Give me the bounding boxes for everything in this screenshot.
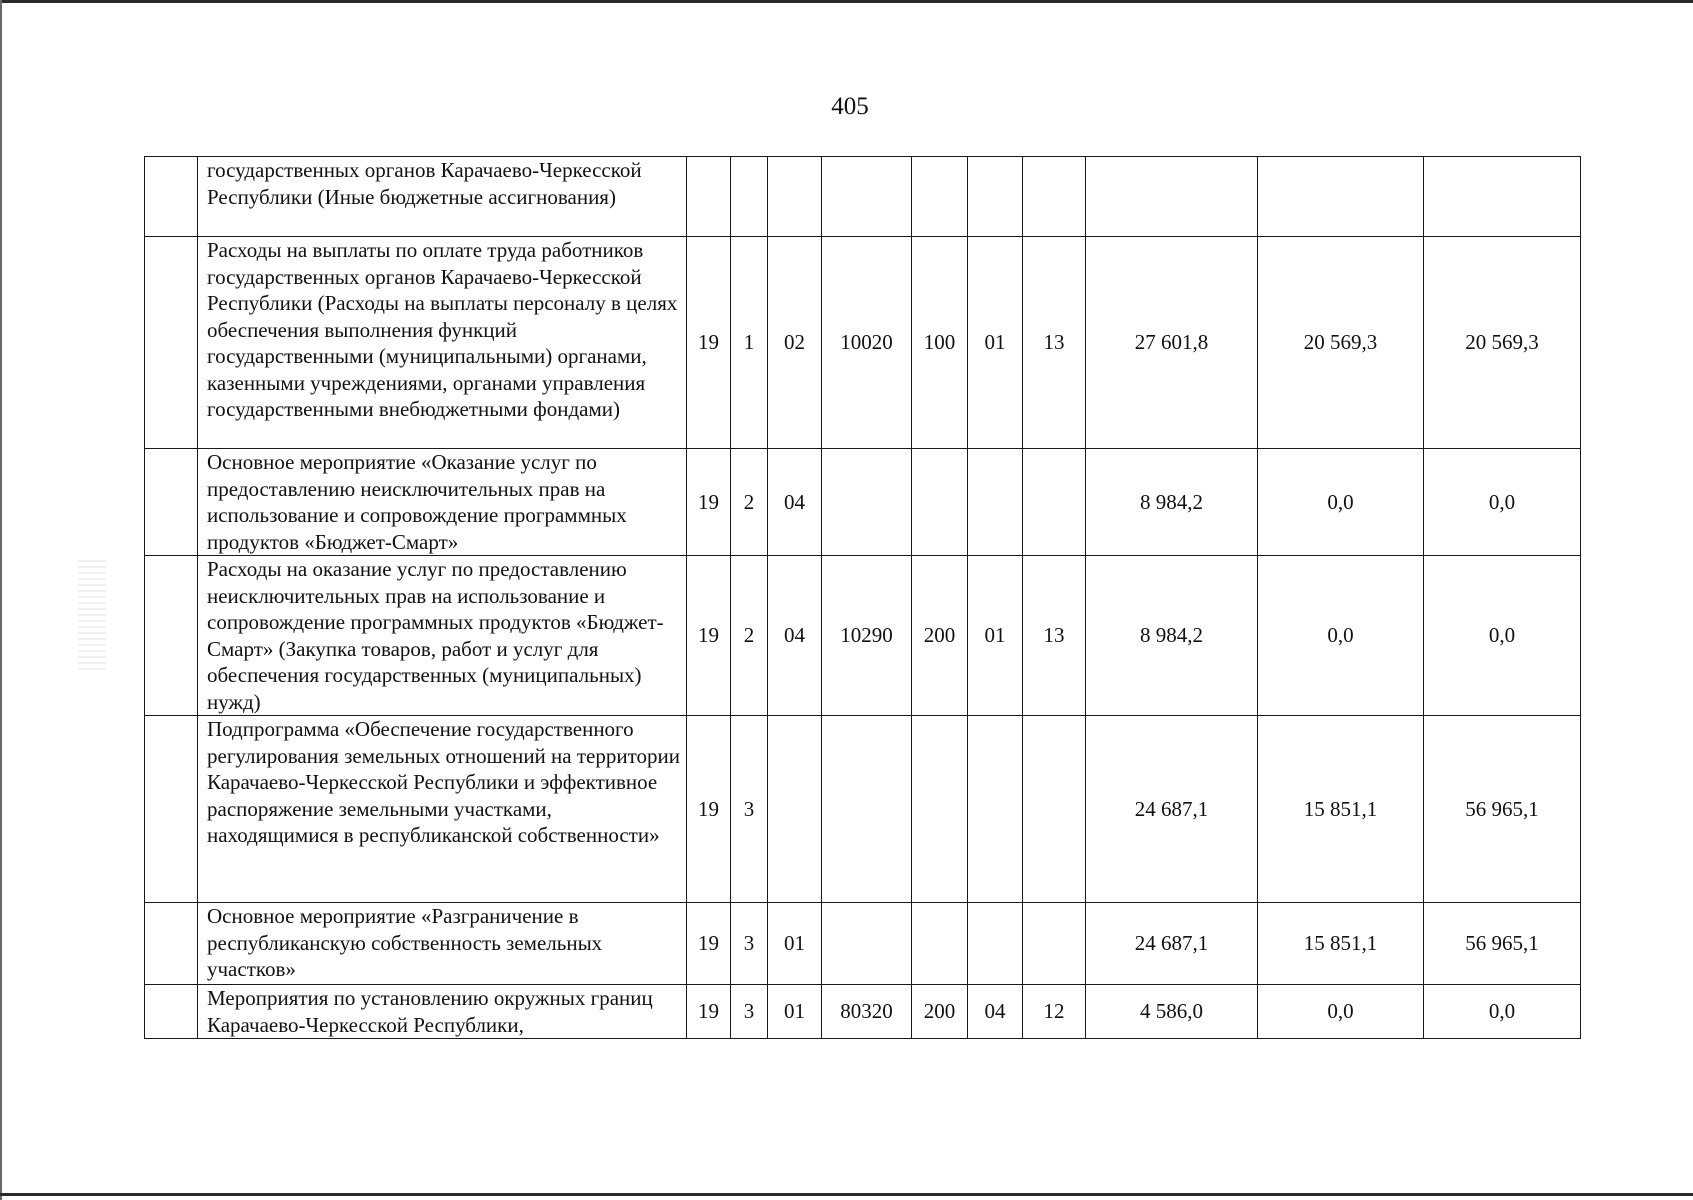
amount-year2-cell: 15 851,1 — [1258, 716, 1424, 903]
section-cell — [968, 157, 1023, 237]
amount-year3-cell — [1424, 157, 1581, 237]
amount-year1-cell: 24 687,1 — [1086, 716, 1258, 903]
table-body — [145, 157, 1581, 1039]
program-code-cell: 19 — [687, 716, 731, 903]
section-cell — [968, 903, 1023, 985]
program-code-cell — [687, 157, 731, 237]
subsection-cell — [1023, 449, 1086, 556]
expense-type-cell — [912, 903, 968, 985]
direction-code-cell — [822, 157, 912, 237]
subprogram-code-cell: 3 — [731, 985, 768, 1039]
direction-code-cell — [822, 716, 912, 903]
direction-code-cell — [822, 449, 912, 556]
expense-type-cell: 200 — [912, 985, 968, 1039]
page-number: 405 — [831, 93, 869, 120]
table-row — [145, 157, 1581, 237]
amount-year1-cell — [1086, 157, 1258, 237]
amount-year2-cell — [1258, 157, 1424, 237]
scan-edge-top — [0, 0, 1693, 3]
name-cell: Подпрограмма «Обеспечение государственного регулирования земельных отношений на территории Карачаево-Черкесской Республики и эффективное распоряжение земельными участками, находящимися в республиканской собственности» — [198, 716, 687, 903]
subsection-cell: 12 — [1023, 985, 1086, 1039]
expense-type-cell: 100 — [912, 237, 968, 449]
amount-year3-cell: 0,0 — [1424, 985, 1581, 1039]
index-cell — [145, 985, 198, 1039]
index-cell — [145, 556, 198, 716]
subprogram-code-cell — [731, 157, 768, 237]
direction-code-cell — [822, 903, 912, 985]
section-cell: 01 — [968, 556, 1023, 716]
subprogram-code-cell: 3 — [731, 903, 768, 985]
subprogram-code-cell: 3 — [731, 716, 768, 903]
event-code-cell: 02 — [768, 237, 822, 449]
direction-code-cell: 10290 — [822, 556, 912, 716]
name-cell: Основное мероприятие «Оказание услуг по предоставлению неисключительных прав на использование и сопровождение программных продуктов «Бюджет-Смарт» — [198, 449, 687, 556]
expense-type-cell: 200 — [912, 556, 968, 716]
program-code-cell: 19 — [687, 903, 731, 985]
index-cell — [145, 449, 198, 556]
table-row — [145, 449, 1581, 556]
amount-year2-cell: 0,0 — [1258, 556, 1424, 716]
event-code-cell: 01 — [768, 903, 822, 985]
event-code-cell: 04 — [768, 449, 822, 556]
section-cell — [968, 449, 1023, 556]
amount-year2-cell: 15 851,1 — [1258, 903, 1424, 985]
expense-type-cell — [912, 157, 968, 237]
subsection-cell — [1023, 716, 1086, 903]
amount-year3-cell: 56 965,1 — [1424, 903, 1581, 985]
name-cell: Основное мероприятие «Разграничение в республиканскую собственность земельных участков» — [198, 903, 687, 985]
table-row — [145, 237, 1581, 449]
amount-year1-cell: 24 687,1 — [1086, 903, 1258, 985]
subprogram-code-cell: 2 — [731, 556, 768, 716]
program-code-cell: 19 — [687, 556, 731, 716]
table-row — [145, 556, 1581, 716]
subsection-cell — [1023, 157, 1086, 237]
amount-year1-cell: 27 601,8 — [1086, 237, 1258, 449]
scan-noise — [78, 560, 106, 670]
program-code-cell: 19 — [687, 237, 731, 449]
event-code-cell: 01 — [768, 985, 822, 1039]
scan-edge-left — [0, 0, 2, 1200]
section-cell — [968, 716, 1023, 903]
section-cell: 04 — [968, 985, 1023, 1039]
amount-year1-cell: 8 984,2 — [1086, 556, 1258, 716]
amount-year2-cell: 0,0 — [1258, 985, 1424, 1039]
index-cell — [145, 237, 198, 449]
amount-year3-cell: 0,0 — [1424, 449, 1581, 556]
direction-code-cell: 10020 — [822, 237, 912, 449]
subsection-cell: 13 — [1023, 237, 1086, 449]
subprogram-code-cell: 2 — [731, 449, 768, 556]
index-cell — [145, 903, 198, 985]
index-cell — [145, 157, 198, 237]
amount-year3-cell: 20 569,3 — [1424, 237, 1581, 449]
subsection-cell: 13 — [1023, 556, 1086, 716]
direction-code-cell: 80320 — [822, 985, 912, 1039]
table-row — [145, 903, 1581, 985]
name-cell: Мероприятия по установлению окружных границ Карачаево-Черкесской Республики, — [198, 985, 687, 1039]
subsection-cell — [1023, 903, 1086, 985]
event-code-cell: 04 — [768, 556, 822, 716]
subprogram-code-cell: 1 — [731, 237, 768, 449]
table-row — [145, 716, 1581, 903]
section-cell: 01 — [968, 237, 1023, 449]
budget-table — [144, 156, 1581, 1039]
amount-year1-cell: 8 984,2 — [1086, 449, 1258, 556]
event-code-cell — [768, 716, 822, 903]
expense-type-cell — [912, 449, 968, 556]
expense-type-cell — [912, 716, 968, 903]
amount-year3-cell: 0,0 — [1424, 556, 1581, 716]
name-cell: государственных органов Карачаево-Черкесской Республики (Иные бюджетные ассигнования) — [198, 157, 687, 237]
index-cell — [145, 716, 198, 903]
amount-year2-cell: 0,0 — [1258, 449, 1424, 556]
name-cell: Расходы на выплаты по оплате труда работников государственных органов Карачаево-Черкесской Республики (Расходы на выплаты персоналу в целях обеспечения выполнения функций государственными (муниципальными) органами, казенными учреждениями, органами управления государственными внебюджетными фондами) — [198, 237, 687, 449]
event-code-cell — [768, 157, 822, 237]
program-code-cell: 19 — [687, 449, 731, 556]
name-cell: Расходы на оказание услуг по предоставлению неисключительных прав на использование и сопровождение программных продуктов «Бюджет-Смарт» (Закупка товаров, работ и услуг для обеспечения государственных (муниципальных) нужд) — [198, 556, 687, 716]
amount-year3-cell: 56 965,1 — [1424, 716, 1581, 903]
program-code-cell: 19 — [687, 985, 731, 1039]
amount-year2-cell: 20 569,3 — [1258, 237, 1424, 449]
scan-edge-bottom — [0, 1193, 1693, 1196]
table-row — [145, 985, 1581, 1039]
amount-year1-cell: 4 586,0 — [1086, 985, 1258, 1039]
